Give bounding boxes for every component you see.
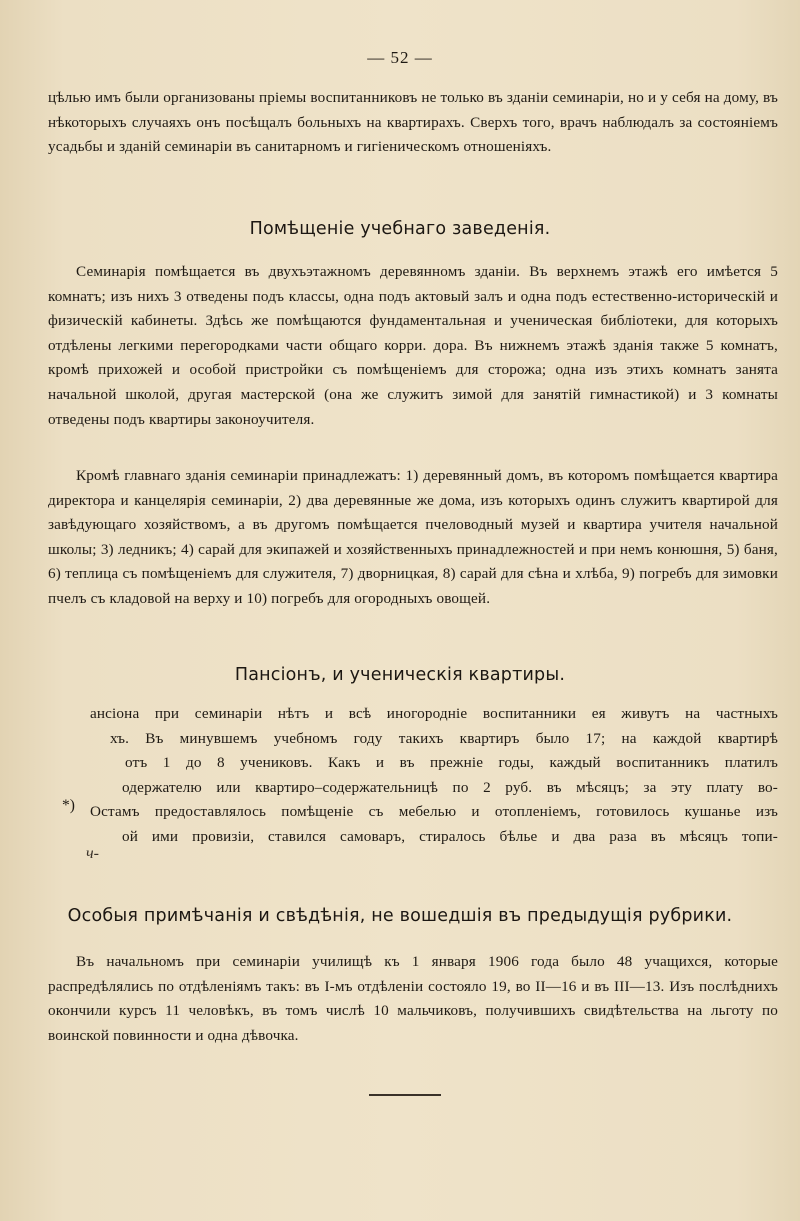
section-heading-boarding: Пансіонъ, и ученическія квартиры. <box>234 665 566 685</box>
paragraph-intro <box>48 86 778 160</box>
footnote-marker: *) <box>62 797 75 814</box>
paragraph-text: Кромѣ главнаго зданія семинаріи принадлежатъ: 1) деревянный домъ, въ которомъ помѣщается квартира директора и канцелярія семинаріи, 2) два деревянные же дома, изъ которыхъ одинъ служитъ квартирой для завѣдующаго хозяйствомъ, а въ другомъ помѣщается пчеловодный музей и квартира учителя начальной школы; 3) ледникъ; 4) сарай для экипажей и хозяйственныхъ принадлежностей и при немъ конюшня, 5) баня, 6) теплица съ помѣщеніемъ для служителя, 7) дворницкая, 8) сарай для сѣна и хлѣба, 9) погребъ для зимовки пчелъ съ кладовой на верху и 10) погребъ для огородныхъ овощей. <box>48 467 778 607</box>
paragraph-text: Семинарія помѣщается въ двухъэтажномъ деревянномъ зданіи. Въ верхнемъ этажѣ его имѣется 5 комнатъ; изъ нихъ 3 отведены подъ классы, одна подъ актовый залъ и одна подъ естественно-историческій и физическій кабинеты. Здѣсь же помѣщаются фундаментальная и ученическая библіотеки, для которыхъ отдѣлены легкими перегородками части общаго корри. дора. Въ нижнемъ этажѣ зданія также 5 комнатъ, кромѣ прихожей и особой пристройки съ помѣщеніемъ для сторожа; одна изъ этихъ комнатъ занята начальной школой, другая мастерской (она же служитъ зимой для занятій гимнастикой) и 3 комнаты отведены подъ квартиры законоучителя. <box>48 263 778 428</box>
text-line: одержателю или квартиро–содержательницѣ по 2 руб. въ мѣсяцъ; за эту плату во- <box>122 778 778 796</box>
text-line: отъ 1 до 8 учениковъ. Какъ и въ прежніе годы, каждый воспитанникъ платилъ <box>125 754 778 772</box>
paragraph-school <box>48 950 778 1048</box>
text-line: ой ими провизіи, ставился самоваръ, стиралось бѣлье и два раза въ мѣсяцъ топи- <box>122 827 778 845</box>
text-line: Остамъ предоставлялось помѣщеніе съ мебелью и отопленіемъ, готовилось кушанье изъ <box>90 803 778 821</box>
end-rule <box>369 1094 441 1096</box>
section-heading-premises: Помѣщеніе учебнаго заведенія. <box>249 219 551 239</box>
text-line: хъ. Въ минувшемъ учебномъ году такихъ квартиръ было 17; на каждой квартирѣ <box>110 729 778 747</box>
paragraph-boarding <box>80 702 778 850</box>
page-number: — 52 — <box>367 48 433 67</box>
ink-fragment: ч- <box>86 845 99 862</box>
paragraph-text: Въ начальномъ при семинаріи училищѣ къ 1 января 1906 года было 48 учащихся, которые распредѣлялись по отдѣленіямъ такъ: въ І-мъ отдѣленіи состояло 19, во ІІ—16 и въ ІІІ—13. Изъ послѣднихъ окончили курсъ 11 человѣкъ, въ томъ числѣ 10 мальчиковъ, получившихъ свидѣтельства на льготу по воинской повинности и одна дѣвочка. <box>48 953 778 1044</box>
paragraph-buildings <box>48 464 778 612</box>
paragraph-premises <box>48 260 778 432</box>
paragraph-text: цѣлью имъ были организованы пріемы воспитанниковъ не только въ зданіи семинаріи, но и у себя на дому, въ нѣкоторыхъ случаяхъ онъ посѣщалъ больныхъ на квартирахъ. Сверхъ того, врачъ наблюдалъ за состояніемъ усадьбы и зданій семинаріи въ санитарномъ и гигіеническомъ отношеніяхъ. <box>48 89 778 156</box>
section-heading-notes: Особыя примѣчанія и свѣдѣнія, не вошедшія въ предыдущія рубрики. <box>67 906 733 926</box>
text-line: ансіона при семинаріи нѣтъ и всѣ иногородніе воспитанники ея живутъ на частныхъ <box>90 705 778 722</box>
